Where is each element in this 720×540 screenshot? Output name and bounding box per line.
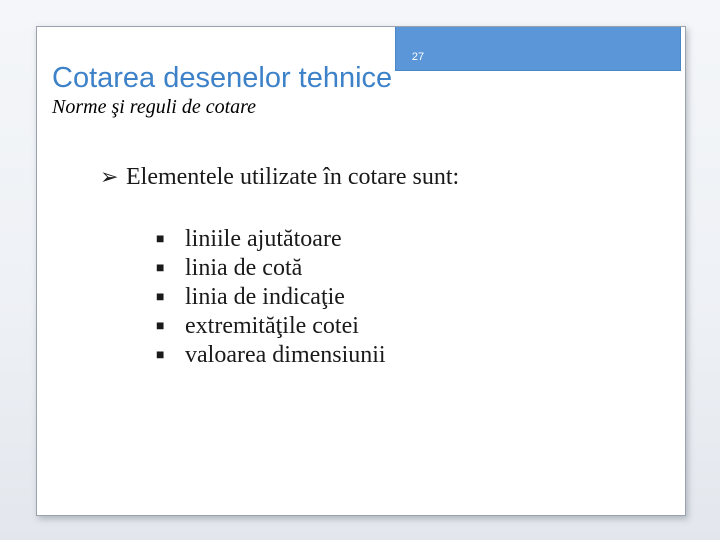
arrow-bullet-icon: ➢	[100, 164, 119, 189]
list-item	[156, 283, 386, 312]
square-bullet-icon: ■	[156, 261, 165, 276]
square-bullet-icon: ■	[156, 232, 165, 247]
lead-bullet	[100, 162, 459, 192]
lead-text: Elementele utilizate în cotare sunt:	[126, 164, 460, 190]
list-item-text: extremităţile cotei	[185, 313, 359, 339]
slide-subtitle: Norme şi reguli de cotare	[52, 96, 257, 118]
slide-title: Cotarea desenelor tehnice	[52, 62, 393, 94]
list-item-text: linia de indicaţie	[185, 284, 345, 310]
list-item	[156, 225, 386, 254]
square-bullet-icon: ■	[156, 348, 165, 363]
list-item	[156, 341, 386, 370]
square-bullet-icon: ■	[156, 290, 165, 305]
slide-number-box	[395, 27, 681, 71]
list-item	[156, 254, 386, 283]
list-item	[156, 312, 386, 341]
list-item-text: liniile ajutătoare	[185, 226, 342, 252]
slide-number: 27	[411, 51, 425, 63]
list-item-text: valoarea dimensiunii	[185, 342, 386, 368]
list-item-text: linia de cotă	[185, 255, 303, 281]
dimensioning-elements-list	[156, 225, 386, 370]
square-bullet-icon: ■	[156, 319, 165, 334]
